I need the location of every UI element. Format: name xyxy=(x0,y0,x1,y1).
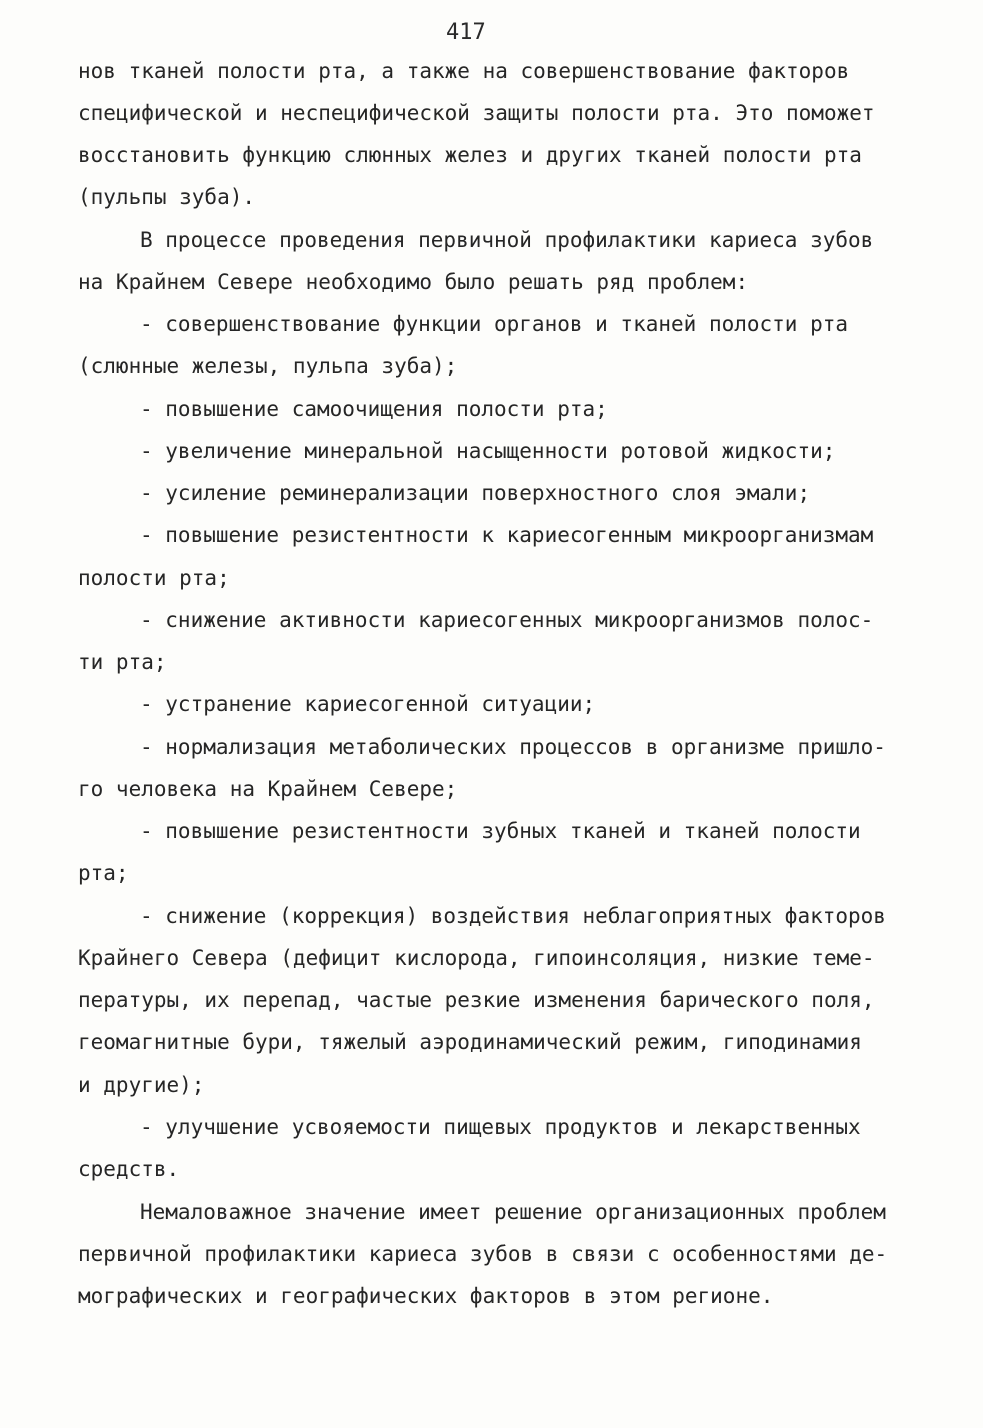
list-item-line: - повышение самоочищения полости рта; xyxy=(140,397,608,421)
text-line: пературы, их перепад, частые резкие изменения барического поля, xyxy=(78,988,875,1012)
list-item-line: - совершенствование функции органов и тканей полости рта xyxy=(140,312,849,336)
paragraph-start-line: Немаловажное значение имеет решение организационных проблем xyxy=(140,1200,886,1224)
text-line: первичной профилактики кариеса зубов в связи с особенностями де- xyxy=(78,1242,888,1266)
list-item-line: - улучшение усвояемости пищевых продуктов и лекарственных xyxy=(140,1115,861,1139)
text-line: полости рта; xyxy=(78,566,230,590)
text-line: геомагнитные бури, тяжелый аэродинамический режим, гиподинамия xyxy=(78,1030,862,1054)
text-line: на Крайнем Севере необходимо было решать ряд проблем: xyxy=(78,270,749,294)
text-line: ти рта; xyxy=(78,650,167,674)
text-line: го человека на Крайнем Севере; xyxy=(78,777,458,801)
text-line: Крайнего Севера (дефицит кислорода, гипоинсоляция, низкие теме- xyxy=(78,946,875,970)
text-line: нов тканей полости рта, а также на совершенствование факторов xyxy=(78,59,850,83)
text-line: восстановить функцию слюнных желез и других тканей полости рта xyxy=(78,143,862,167)
text-line: и другие); xyxy=(78,1073,205,1097)
text-line: специфической и неспецифической защиты полости рта. Это поможет xyxy=(78,101,875,125)
list-item-line: - нормализация метаболических процессов в организме пришло- xyxy=(140,735,886,759)
list-item-line: - повышение резистентности к кариесогенным микроорганизмам xyxy=(140,523,874,547)
list-item-line: - повышение резистентности зубных тканей и тканей полости xyxy=(140,819,861,843)
paragraph-start-line: В процессе проведения первичной профилактики кариеса зубов xyxy=(140,228,874,252)
text-line: рта; xyxy=(78,861,129,885)
list-item-line: - снижение (коррекция) воздействия неблагоприятных факторов xyxy=(140,904,886,928)
text-line: (пульпы зуба). xyxy=(78,185,256,209)
list-item-line: - увеличение минеральной насыщенности ротовой жидкости; xyxy=(140,439,836,463)
text-line: мографических и географических факторов в этом регионе. xyxy=(78,1284,774,1308)
page-number: 417 xyxy=(446,20,486,45)
list-item-line: - снижение активности кариесогенных микроорганизмов полос- xyxy=(140,608,874,632)
list-item-line: - усиление реминерализации поверхностного слоя эмали; xyxy=(140,481,811,505)
text-line: (слюнные железы, пульпа зуба); xyxy=(78,354,458,378)
text-line: средств. xyxy=(78,1157,180,1181)
list-item-line: - устранение кариесогенной ситуации; xyxy=(140,692,596,716)
